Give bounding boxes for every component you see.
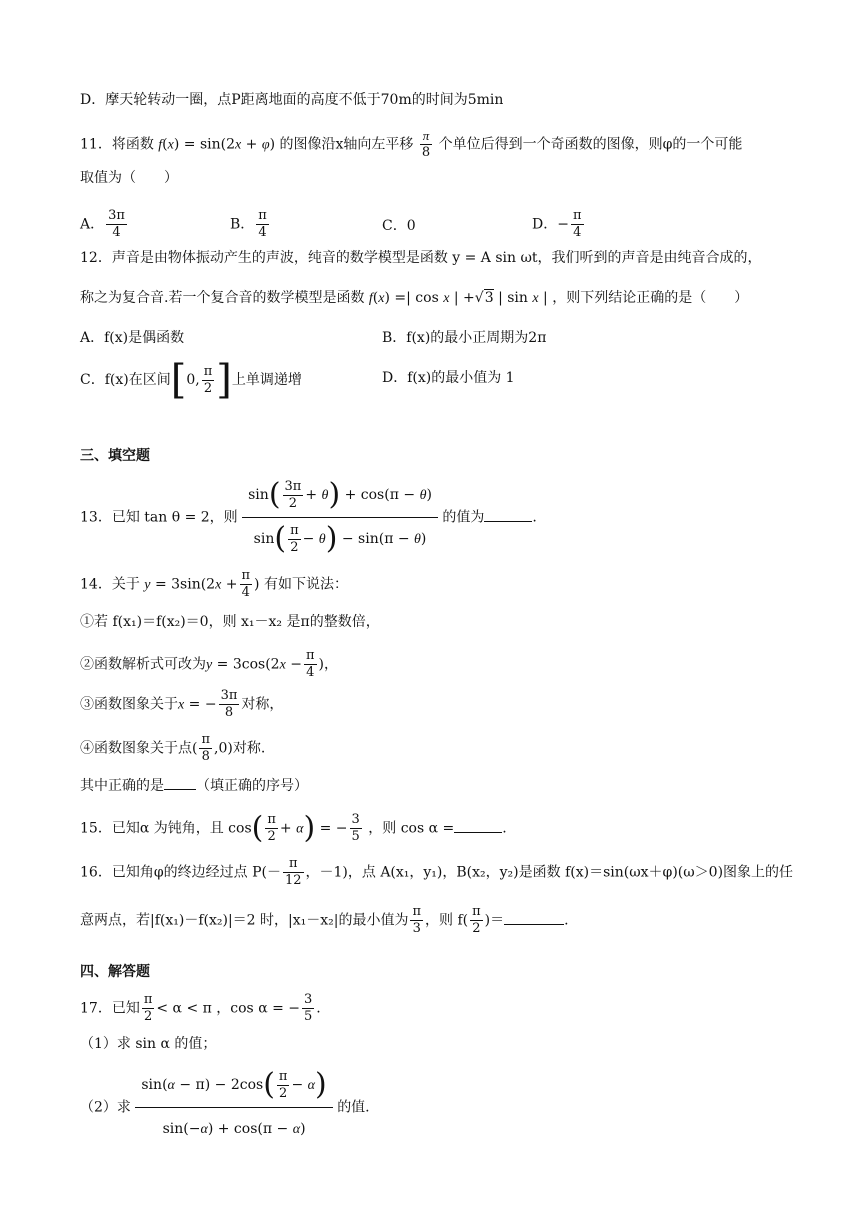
q12-option-c: C．f(x)在区间[0, $\frac{\pi}{2}$ ]上单调递增 bbox=[80, 357, 302, 403]
section-answer-title: 四、解答题 bbox=[80, 964, 150, 980]
q14-statement-4: ④函数图象关于点( $\frac{\pi}{8}$ ,0)对称. bbox=[80, 732, 266, 764]
q12-option-a: A．f(x)是偶函数 bbox=[80, 330, 185, 346]
q14-answer-prompt: 其中正确的是 （填正确的序号） bbox=[80, 778, 308, 794]
q11-stem: 11．将函数 f(x) = sin(2x + φ) 的图像沿x轴向左平移 $\frac{\pi}{8}$ 个单位后得到一个奇函数的图像，则φ的一个可能 bbox=[80, 128, 743, 160]
q14-stem: 14．关于 y = 3sin(2x + $\frac{\pi}{4}$ ) 有如下说法： bbox=[80, 568, 348, 600]
q14-statement-2: ②函数解析式可改为y = 3cos(2x − $\frac{\pi}{4}$ )， bbox=[80, 648, 339, 680]
q12-stem-cont: 称之为复合音.若一个复合音的数学模型是函数 f(x) =| cos x | +√3 | sin x | ，则下列结论正确的是（ ） bbox=[80, 290, 749, 306]
q16-stem: 16．已知角φ的终边经过点 P(－ $\frac{\pi}{12}$ ，－1)，点 A(x₁，y₁)，B(x₂，y₂)是函数 f(x)＝sin(ωx＋φ)(ω＞0)图象上的任 bbox=[80, 856, 794, 888]
q14-statement-3: ③函数图象关于x = − $\frac{3\pi}{8}$ 对称， bbox=[80, 688, 284, 720]
q11-stem-cont: 取值为（ ） bbox=[80, 170, 178, 186]
q11-option-b: B． $\frac{\pi}{4}$ bbox=[230, 208, 267, 240]
q15-stem: 15．已知α 为钝角，且 cos( $\frac{\pi}{2}$ + α) = − $\frac{3}{5}$ ，则 cos α = . bbox=[80, 810, 507, 846]
q13-stem: 13．已知 tan θ = 2，则 sin( $\frac{3\pi}{2}$ + θ) + cos(π − θ) sin( $\frac{\pi}{2}$ − θ) − sin(π − θ) 的值为 . bbox=[80, 474, 537, 561]
q17-part-2: （2）求 sin(α − π) − 2cos( $\frac{\pi}{2}$ − α) sin(−α) + cos(π − α) 的值. bbox=[80, 1064, 370, 1151]
q11-option-c: C．0 bbox=[382, 218, 416, 234]
q11-option-a: A． $\frac{3\pi}{4}$ bbox=[80, 208, 125, 240]
q12-option-d: D．f(x)的最小值为 1 bbox=[382, 370, 515, 386]
q12-option-b: B．f(x)的最小正周期为2π bbox=[382, 330, 547, 346]
q17-stem: 17．已知 $\frac{\pi}{2}$ < α < π ，cos α = − $\frac{3}{5}$ . bbox=[80, 992, 321, 1024]
q11-option-d: D．− $\frac{\pi}{4}$ bbox=[532, 208, 582, 240]
q12-stem: 12．声音是由物体振动产生的声波，纯音的数学模型是函数 y = A sin ωt，我们听到的声音是由纯音合成的， bbox=[80, 250, 762, 266]
q16-stem-cont: 意两点，若|f(x₁)－f(x₂)|＝2 时，|x₁－x₂|的最小值为 $\frac{\pi}{3}$ ，则 f( $\frac{\pi}{2}$ )＝ . bbox=[80, 904, 569, 936]
q17-part-1: （1）求 sin α 的值； bbox=[80, 1036, 217, 1052]
q14-statement-1: ①若 f(x₁)＝f(x₂)＝0，则 x₁－x₂ 是π的整数倍， bbox=[80, 614, 380, 630]
q10-option-d: D．摩天轮转动一圈，点P距离地面的高度不低于70m的时间为5min bbox=[80, 92, 504, 108]
section-fill-in-title: 三、填空题 bbox=[80, 448, 150, 464]
